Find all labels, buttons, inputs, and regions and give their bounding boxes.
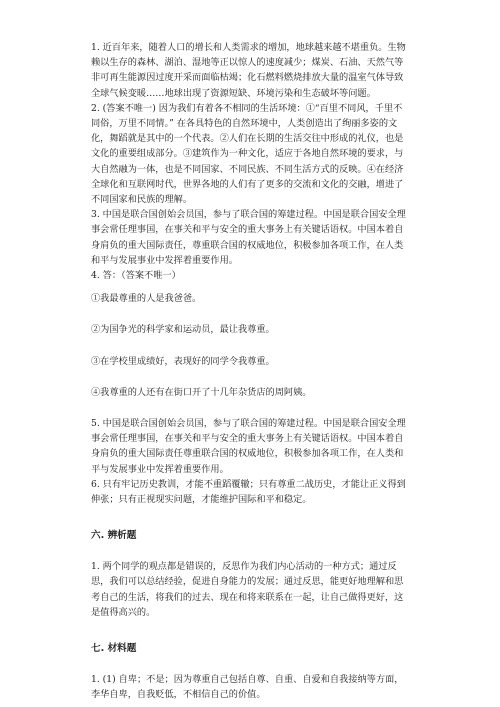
answer-paragraph-3 [91, 207, 421, 268]
text-line: 李华自卑，自我贬低，不相信自己的价值。 [91, 689, 266, 701]
text-line: 不同国家和民族的理解。 [91, 194, 193, 206]
text-line: 1. 近百年来，随着人口的增长和人类需求的增加，地球越来越不堪重负。生物 [91, 42, 406, 53]
text-line: 伸张；只有正视现实问题，才能维护国际和平和稳定。 [91, 494, 312, 506]
analysis-answer-1 [91, 559, 421, 620]
material-answer-1 [91, 672, 421, 702]
section-title-material: 七. 材料题 [91, 643, 137, 655]
text-line: 6. 只有牢记历史教训，才能不重蹈覆辙；只有尊重二战历史，才能让正义得到 [91, 478, 406, 490]
answer-content [91, 40, 421, 703]
text-line: 全球化和互联网时代，世界各地的人们有了更多的交流和文化的交融，增进了 [91, 178, 404, 190]
text-line: 平与发展事业中发挥着重要作用。 [91, 463, 229, 475]
text-line: 文化的重要组成部分。③建筑作为一种文化，适应于各地自然环境的要求，与 [91, 148, 404, 160]
answer-paragraph-5 [91, 416, 421, 477]
text-line: 身肩负的重大国际责任，尊重联合国的权威地位，积极参加各项工作，在人类 [91, 239, 404, 251]
text-line: 化，舞蹈就是其中的一个代表。②人们在长期的生活交往中形成的礼仪，也是 [91, 133, 404, 145]
text-line: 是值得高兴的。 [91, 606, 156, 618]
section-title-analysis: 六. 辨析题 [91, 530, 137, 542]
text-line: 考自己的生活，将我们的过去、现在和将来联系在一起，让自己做得更好，这 [91, 591, 404, 603]
text-line: 3. 中国是联合国创始会员国，参与了联合国的筹建过程。中国是联合国安全理 [91, 209, 406, 221]
answer-paragraph-2 [91, 101, 421, 207]
text-line: 大自然融为一体，也是不同国家、不同民族、不同生活方式的反映。④在经济 [91, 163, 404, 175]
answer-paragraph-4 [91, 268, 421, 283]
text-line: 思，我们可以总结经验，促进自身能力的发展；通过反思，能更好地理解和思 [91, 576, 404, 588]
answer-paragraph-1 [91, 40, 421, 101]
text-line: 2. (答案不唯一) 因为我们有着各不相同的生活环境：①“百里不同风，千里不 [91, 102, 403, 114]
text-line: 同俗，万里不同情。” 在各具特色的自然环境中，人类创造出了绚丽多姿的文 [91, 118, 398, 130]
answer-paragraph-6 [91, 477, 421, 507]
text-line: 和平与发展事业中发挥着重要作用。 [91, 254, 238, 266]
answer-item-2: ②为国争光的科学家和运动员，最让我尊重。 [91, 324, 275, 336]
text-line: 非可再生能源因过度开采而面临枯竭；化石燃料燃烧排放大量的温室气体导致 [91, 72, 404, 84]
answer-item-3: ③在学校里成绩好，表现好的同学令我尊重。 [91, 355, 275, 367]
text-line: 5. 中国是联合国创始会员国，参与了联合国的筹建过程。中国是联合国安全理 [91, 418, 406, 430]
answer-item-4: ④我尊重的人还有在街口开了十几年杂货店的周阿姨。 [91, 386, 312, 398]
text-line: 身肩负的重大国际责任尊重联合国的权威地位，积极参加各项工作，在人类和 [91, 448, 404, 460]
text-line: 1. (1) 自卑；不是；因为尊重自己包括自尊、自重、自爱和自我接纳等方面， [91, 674, 404, 686]
text-line: 4. 答：（答案不唯一） [91, 270, 181, 282]
text-line: 赖以生存的森林、湖泊、湿地等正以惊人的速度减少；煤炭、石油、天然气等 [91, 57, 404, 69]
text-line: 全球气候变暖……地球出现了资源短缺、环境污染和生态破坏等问题。 [91, 87, 376, 99]
text-line: 事会常任理事国，在事关和平与安全的重大事务上有关键话语权。中国本着自 [91, 224, 404, 236]
answer-item-1: ①我最尊重的人是我爸爸。 [91, 293, 202, 305]
text-line: 1. 两个同学的观点都是错误的，反思作为我们内心活动的一种方式；通过反 [91, 561, 397, 573]
text-line: 事会常任理事国，在事关和平与安全的重大事务上有关键话语权。中国本着自 [91, 433, 404, 445]
